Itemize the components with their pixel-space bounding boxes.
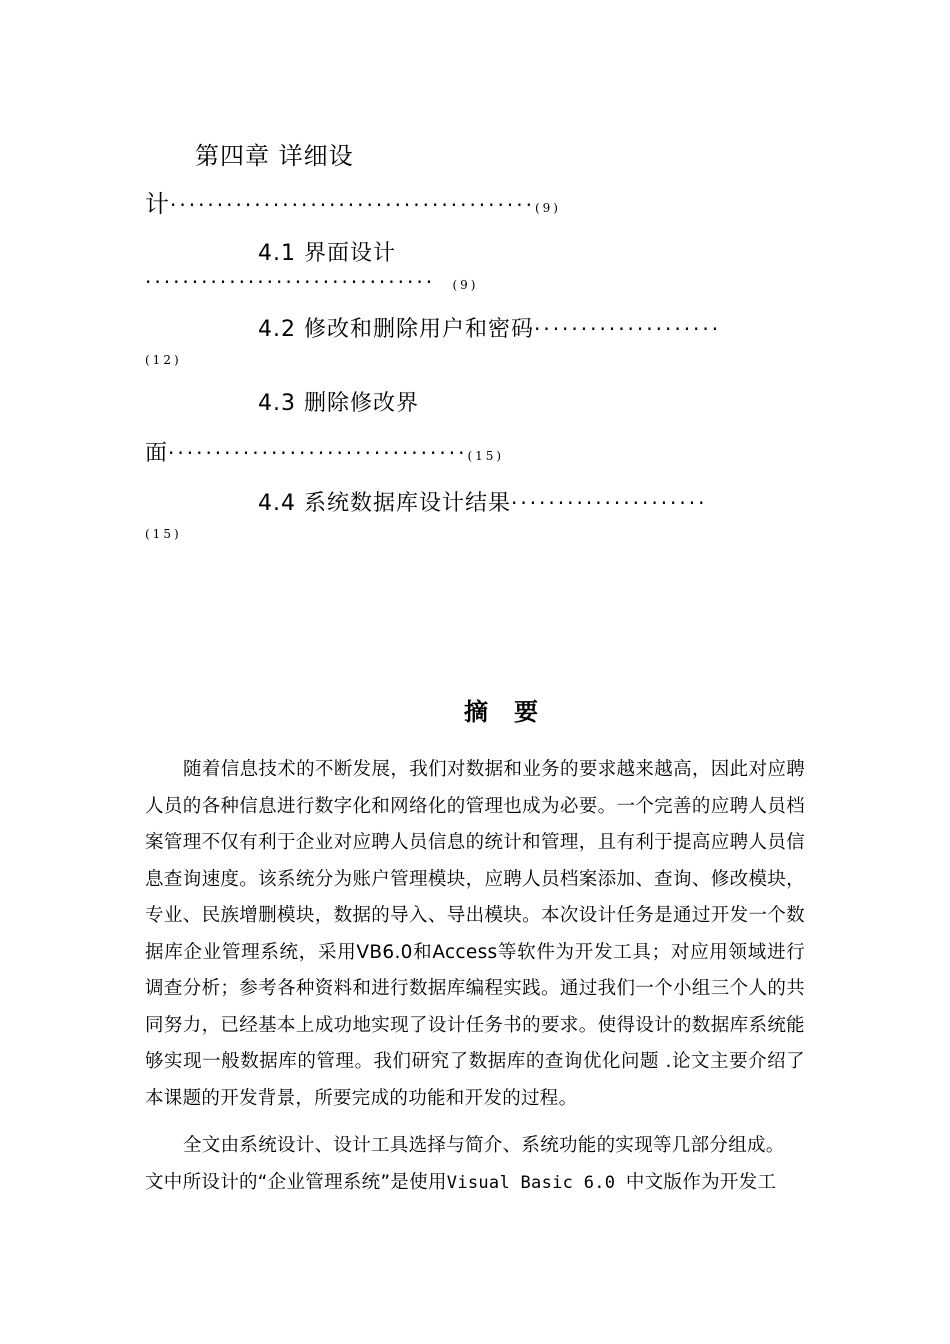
toc-4-1-title: 4.1 界面设计 xyxy=(258,241,396,266)
toc-leader: ···················· xyxy=(533,317,722,341)
toc-4-3-title-cont: 面 xyxy=(145,441,169,466)
abstract-paragraph-1-text: 随着信息技术的不断发展，我们对数据和业务的要求越来越高，因此对应聘人员的各种信息进行数字化和网络化的管理也成为必要。一个完善的应聘人员档案管理不仅有利于企业对应聘人员信息的统计和管理，且有利于提高应聘人员信息查询速度。该系统分为账户管理模块，应聘人员档案添加、查询、修改模块，专业、民族增删模块，数据的导入、导出模块。本次设计任务是通过开发一个数据库企业管理系统，采用VB6.0和Access等软件为开发工具；对应用领域进行调查分析；参考各种资料和进行数据库编程实践。通过我们一个小组三个人的共同努力，已经基本上成功地实现了设计任务书的要求。使得设计的数据库系统能够实现一般数据库的管理。我们研究了数据库的查询优化问题 .论文主要介绍了本课题的开发背景，所要完成的功能和开发的过程。 xyxy=(145,759,805,1109)
toc-4-1-page: (9) xyxy=(452,278,479,292)
toc-leader: ································ xyxy=(168,441,468,465)
abstract-title: 摘要 xyxy=(464,698,564,726)
toc-4-4-line1 xyxy=(258,486,708,517)
toc-4-2-line1 xyxy=(258,312,721,343)
toc-leader: ······································· xyxy=(170,193,535,217)
toc-4-2-page: (12) xyxy=(145,353,182,367)
abstract-paragraph-2-text-b: Visual Basic 6.0 xyxy=(446,1173,616,1193)
toc-chapter4-line2 xyxy=(145,184,561,219)
toc-4-2-title: 4.2 修改和删除用户和密码 xyxy=(258,317,534,342)
abstract-paragraph-1 xyxy=(145,752,805,1117)
toc-leader: ····················· xyxy=(510,491,708,515)
toc-4-3-title: 4.3 删除修改界 xyxy=(258,391,419,416)
toc-chapter4-page: (9) xyxy=(534,201,561,215)
abstract-paragraph-2-line-2 xyxy=(145,1168,776,1194)
toc-chapter4-title: 第四章 详细设 xyxy=(195,142,354,170)
toc-4-3-line2 xyxy=(145,436,504,467)
abstract-paragraph-2-text-a: 文中所设计的“企业管理系统”是使用 xyxy=(145,1172,447,1193)
toc-chapter4-title-cont: 计 xyxy=(145,190,170,218)
toc-4-4-title: 4.4 系统数据库设计结果 xyxy=(258,491,511,516)
abstract-paragraph-2-text-c: 中文版作为开发工 xyxy=(625,1172,777,1193)
toc-4-3-page: (15) xyxy=(467,449,505,463)
toc-leader: ······························· xyxy=(145,270,445,294)
abstract-paragraph-2-line-1: 全文由系统设计、设计工具选择与简介、系统功能的实现等几部分组成。 xyxy=(183,1135,785,1156)
toc-4-4-page: (15) xyxy=(145,527,182,541)
toc-4-1-line2 xyxy=(145,270,478,294)
